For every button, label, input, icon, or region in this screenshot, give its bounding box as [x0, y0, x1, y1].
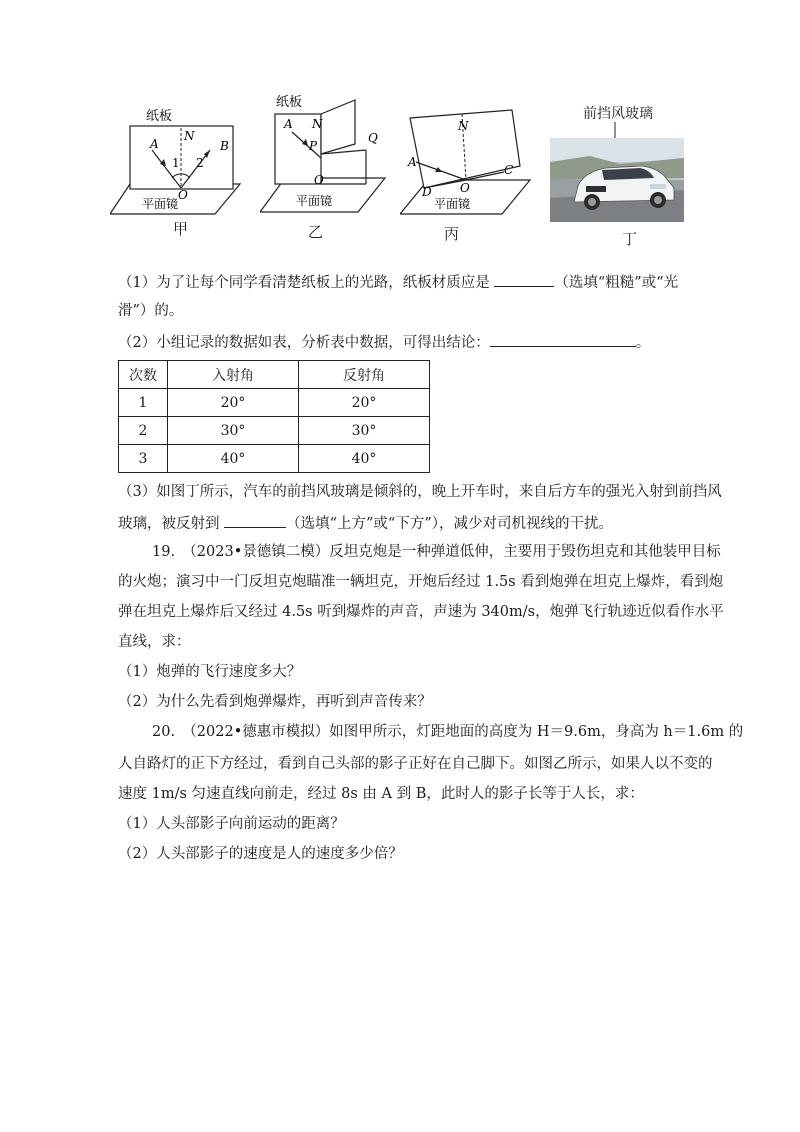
label-n: N — [184, 129, 195, 143]
problem-19-line-1: 19. （2023•景德镇二模）反坦克炮是一种弹道低伸，主要用于毁伤坦克和其他装甲目标 — [152, 544, 721, 560]
label-2: 2 — [196, 156, 204, 170]
table-row — [119, 445, 430, 473]
board-label: 纸板 — [146, 109, 173, 124]
table-cell: 1 — [119, 389, 168, 417]
problem-19-sub-2: （2）为什么先看到炮弹爆炸，再听到声音传来？ — [118, 694, 432, 710]
table-cell: 30° — [299, 417, 430, 445]
table-cell: 20° — [299, 389, 430, 417]
header-cell: 反射角 — [299, 361, 430, 389]
label-o: O — [460, 181, 470, 195]
table-row — [119, 389, 430, 417]
label-o: O — [178, 188, 188, 202]
label-a: A — [408, 155, 417, 169]
table-header-row — [119, 361, 430, 389]
table-cell: 3 — [119, 445, 168, 473]
question-2-line — [118, 331, 650, 353]
problem-20-line-3: 速度 1m/s 匀速直线向前走，经过 8s 由 A 到 B，此时人的影子长等于人长，求： — [118, 786, 644, 802]
answer-blank-3[interactable] — [224, 512, 286, 528]
caption-yi: 乙 — [308, 223, 324, 241]
label-a: A — [284, 117, 293, 131]
problem-19-line-4: 直线，求： — [118, 634, 191, 650]
question-1-line-2: 滑”）的。 — [118, 303, 184, 319]
data-table — [118, 360, 430, 473]
table-cell: 40° — [299, 445, 430, 473]
problem-20-sub-2: （2）人头部影子的速度是人的速度多少倍？ — [118, 846, 403, 862]
q1-text-b: （选填“粗糙”或“光 — [554, 275, 679, 291]
board-label: 纸板 — [276, 95, 303, 110]
question-1-line-1 — [118, 271, 678, 293]
problem-19-line-2: 的火炮；演习中一门反坦克炮瞄准一辆坦克，开炮后经过 1.5s 看到炮弹在坦克上爆炸，看到炮 — [118, 574, 724, 590]
caption-jia: 甲 — [173, 220, 189, 238]
q1-text-a: （1）为了让每个同学看清楚纸板上的光路，纸板材质应是 — [118, 275, 495, 291]
label-1: 1 — [172, 156, 180, 170]
mirror-label: 平面镜 — [142, 197, 179, 211]
windshield-label: 前挡风玻璃 — [583, 106, 653, 122]
label-q: Q — [368, 131, 378, 145]
label-c: C — [504, 163, 514, 177]
label-b: B — [220, 139, 229, 153]
problem-20-line-1: 20. （2022•德惠市模拟）如图甲所示，灯距地面的高度为 H＝9.6m，身高为 h＝1.6m 的 — [152, 724, 744, 740]
table-cell: 30° — [168, 417, 299, 445]
caption-bing: 丙 — [444, 225, 460, 243]
problem-20-sub-1: （1）人头部影子向前运动的距离？ — [118, 816, 345, 832]
table-row — [119, 417, 430, 445]
mirror-label: 平面镜 — [296, 194, 333, 208]
label-n: N — [312, 117, 323, 131]
question-3-line-2 — [118, 512, 613, 534]
problem-19-sub-1: （1）炮弹的飞行速度多大？ — [118, 664, 302, 680]
problem-20-line-2: 人自路灯的正下方经过，看到自己头部的影子正好在自己脚下。如图乙所示，如果人以不变的 — [118, 756, 713, 772]
caption-ding: 丁 — [622, 230, 638, 248]
q2-text-b: 。 — [635, 335, 651, 351]
header-cell: 入射角 — [168, 361, 299, 389]
label-n: N — [458, 119, 469, 133]
q3-text-c: （选填“上方”或“下方”），减少对司机视线的干扰。 — [286, 516, 614, 532]
table-cell: 20° — [168, 389, 299, 417]
header-cell: 次数 — [119, 361, 168, 389]
table-cell: 40° — [168, 445, 299, 473]
question-3-line-1: （3）如图丁所示，汽车的前挡风玻璃是倾斜的，晚上开车时，来自后方车的强光入射到前挡风 — [118, 484, 722, 500]
answer-blank-2[interactable] — [490, 331, 636, 347]
label-o: O — [314, 173, 324, 187]
q2-text-a: （2）小组记录的数据如表，分析表中数据，可得出结论： — [118, 335, 490, 351]
label-d: D — [422, 185, 432, 199]
q3-text-b: 玻璃，被反射到 — [118, 516, 225, 532]
label-a: A — [150, 137, 159, 151]
car-photo — [550, 138, 684, 222]
mirror-label: 平面镜 — [434, 197, 471, 211]
problem-19-line-3: 弹在坦克上爆炸后又经过 4.5s 听到爆炸的声音，声速为 340m/s，炮弹飞行轨迹近似看作水平 — [118, 604, 724, 620]
table-cell: 2 — [119, 417, 168, 445]
label-p: P — [309, 139, 318, 153]
answer-blank-1[interactable] — [494, 271, 554, 287]
